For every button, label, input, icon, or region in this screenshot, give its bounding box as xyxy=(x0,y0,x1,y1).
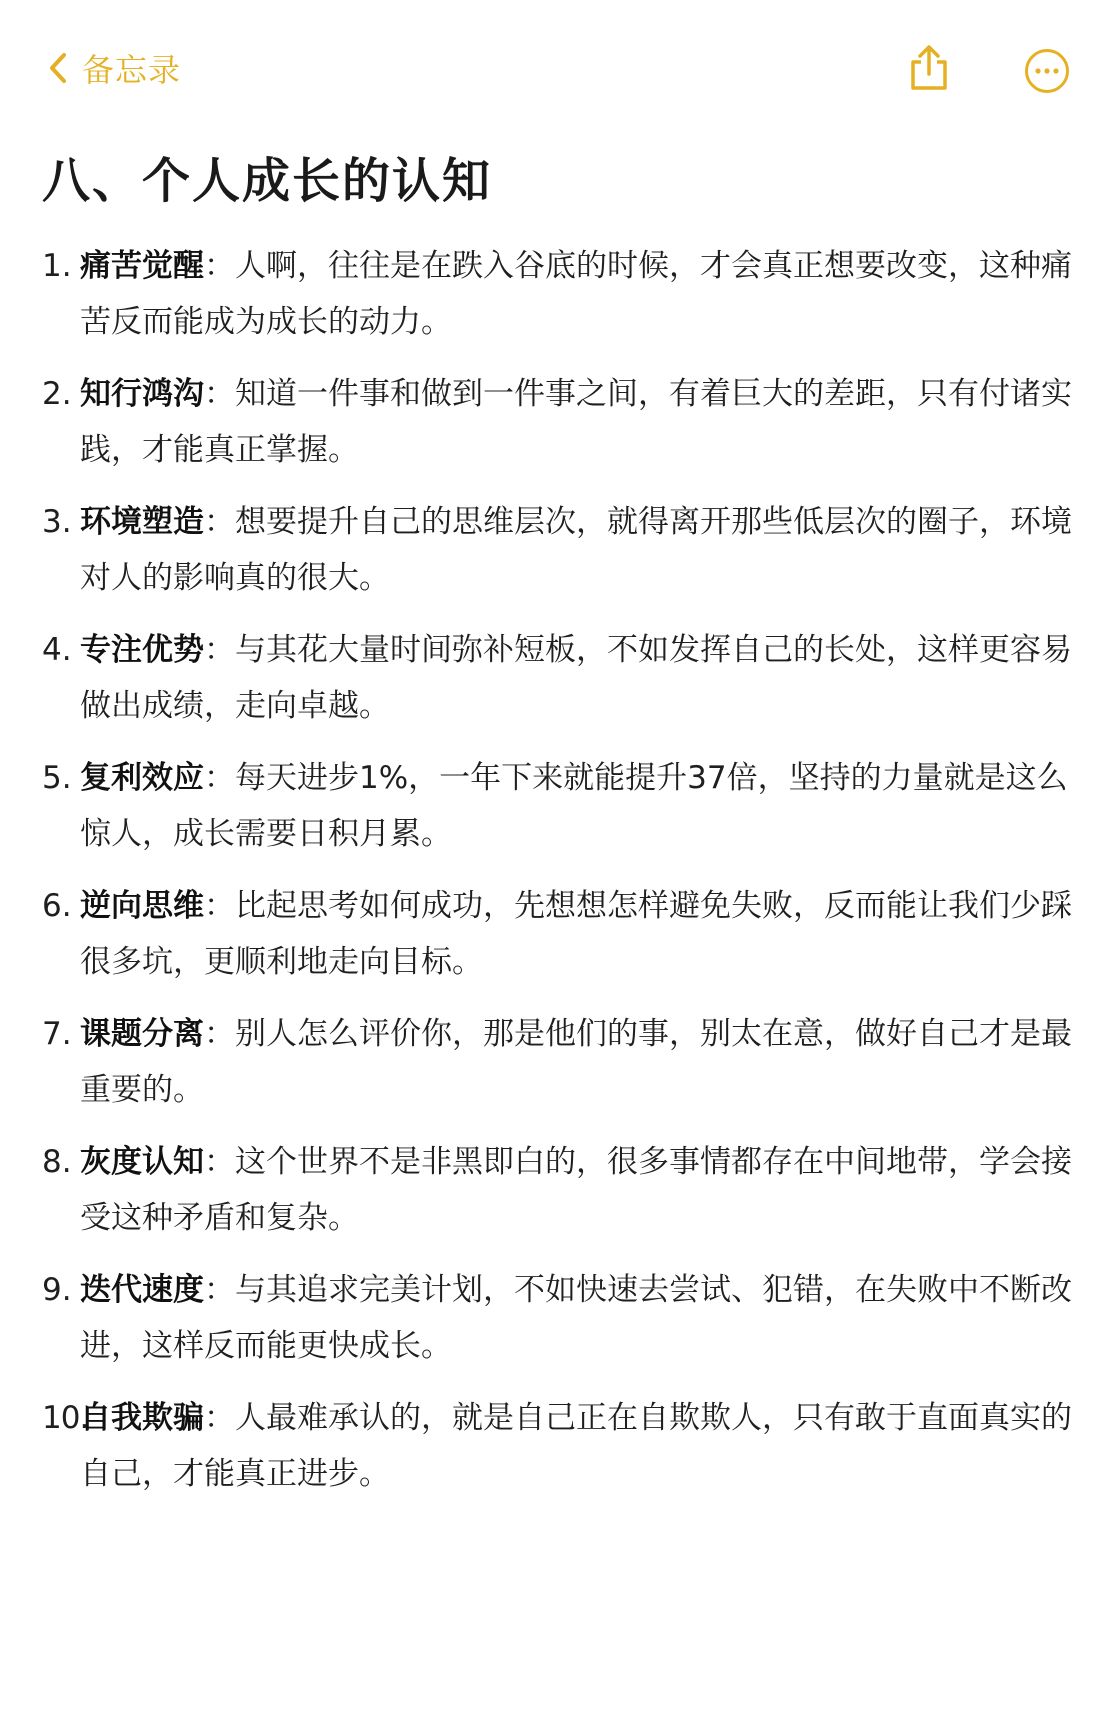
term-separator: ： xyxy=(204,888,235,924)
list-item-number: 4. xyxy=(42,632,72,668)
share-button[interactable] xyxy=(906,44,952,96)
more-button[interactable] xyxy=(1024,48,1070,98)
list-item-text: 与其追求完美计划，不如快速去尝试、犯错，在失败中不断改进，这样反而能更快成长。 xyxy=(80,1272,1072,1364)
list-item-term: 知行鸿沟 xyxy=(80,376,204,412)
more-icon xyxy=(1024,79,1070,98)
list-item xyxy=(42,750,1077,862)
list-item-number: 6. xyxy=(42,888,72,924)
list-item xyxy=(42,622,1077,734)
list-item-text: 别人怎么评价你，那是他们的事，别太在意，做好自己才是最重要的。 xyxy=(80,1016,1072,1108)
list-item-number: 3. xyxy=(42,504,72,540)
list-item-text: 想要提升自己的思维层次，就得离开那些低层次的圈子，环境对人的影响真的很大。 xyxy=(80,504,1072,596)
list-item-text: 与其花大量时间弥补短板，不如发挥自己的长处，这样更容易做出成绩，走向卓越。 xyxy=(80,632,1072,724)
list-item xyxy=(42,494,1077,606)
list-item-text: 每天进步1%，一年下来就能提升37倍，坚持的力量就是这么惊人，成长需要日积月累。 xyxy=(80,760,1068,852)
list-item-term: 课题分离 xyxy=(80,1016,204,1052)
back-label: 备忘录 xyxy=(82,51,182,89)
list-item-number: 9. xyxy=(42,1272,72,1308)
list-item-term: 迭代速度 xyxy=(80,1272,204,1308)
list-item-number: 10. xyxy=(42,1400,89,1436)
share-icon xyxy=(906,77,952,96)
term-separator: ： xyxy=(204,1016,235,1052)
list-item-term: 痛苦觉醒 xyxy=(80,248,204,284)
list-item-term: 逆向思维 xyxy=(80,888,204,924)
list-item xyxy=(42,1262,1077,1374)
term-separator: ： xyxy=(204,1272,235,1308)
list-item xyxy=(42,366,1077,478)
list-item-number: 7. xyxy=(42,1016,72,1052)
list-item xyxy=(42,1006,1077,1118)
list-item xyxy=(42,878,1077,990)
list-item-term: 自我欺骗 xyxy=(80,1400,204,1436)
list-item-term: 复利效应 xyxy=(80,760,204,796)
back-button[interactable] xyxy=(48,44,181,92)
list-item-number: 2. xyxy=(42,376,72,412)
list-item-text: 人啊，往往是在跌入谷底的时候，才会真正想要改变，这种痛苦反而能成为成长的动力。 xyxy=(80,248,1072,340)
term-separator: ： xyxy=(204,1144,235,1180)
list-item-number: 1. xyxy=(42,248,72,284)
list-item-text: 人最难承认的，就是自己正在自欺欺人，只有敢于直面真实的自己，才能真正进步。 xyxy=(80,1400,1072,1492)
term-separator: ： xyxy=(204,504,235,540)
term-separator: ： xyxy=(204,760,235,796)
list-item-term: 专注优势 xyxy=(80,632,204,668)
list-item-number: 8. xyxy=(42,1144,72,1180)
list-item xyxy=(42,1134,1077,1246)
term-separator: ： xyxy=(204,248,235,284)
list-item xyxy=(42,238,1077,350)
note-list xyxy=(42,238,1077,1518)
list-item xyxy=(42,1390,1077,1502)
navigation-bar xyxy=(0,0,1114,140)
list-item-term: 灰度认知 xyxy=(80,1144,204,1180)
term-separator: ： xyxy=(204,1400,235,1436)
term-separator: ： xyxy=(204,376,235,412)
list-item-text: 知道一件事和做到一件事之间，有着巨大的差距，只有付诸实践，才能真正掌握。 xyxy=(80,376,1072,468)
note-title: 八、个人成长的认知 xyxy=(42,153,493,209)
list-item-text: 比起思考如何成功，先想想怎样避免失败，反而能让我们少踩很多坑，更顺利地走向目标。 xyxy=(80,888,1072,980)
chevron-left-icon xyxy=(48,52,68,84)
list-item-term: 环境塑造 xyxy=(80,504,204,540)
list-item-number: 5. xyxy=(42,760,72,796)
term-separator: ： xyxy=(204,632,235,668)
list-item-text: 这个世界不是非黑即白的，很多事情都存在中间地带，学会接受这种矛盾和复杂。 xyxy=(80,1144,1072,1236)
